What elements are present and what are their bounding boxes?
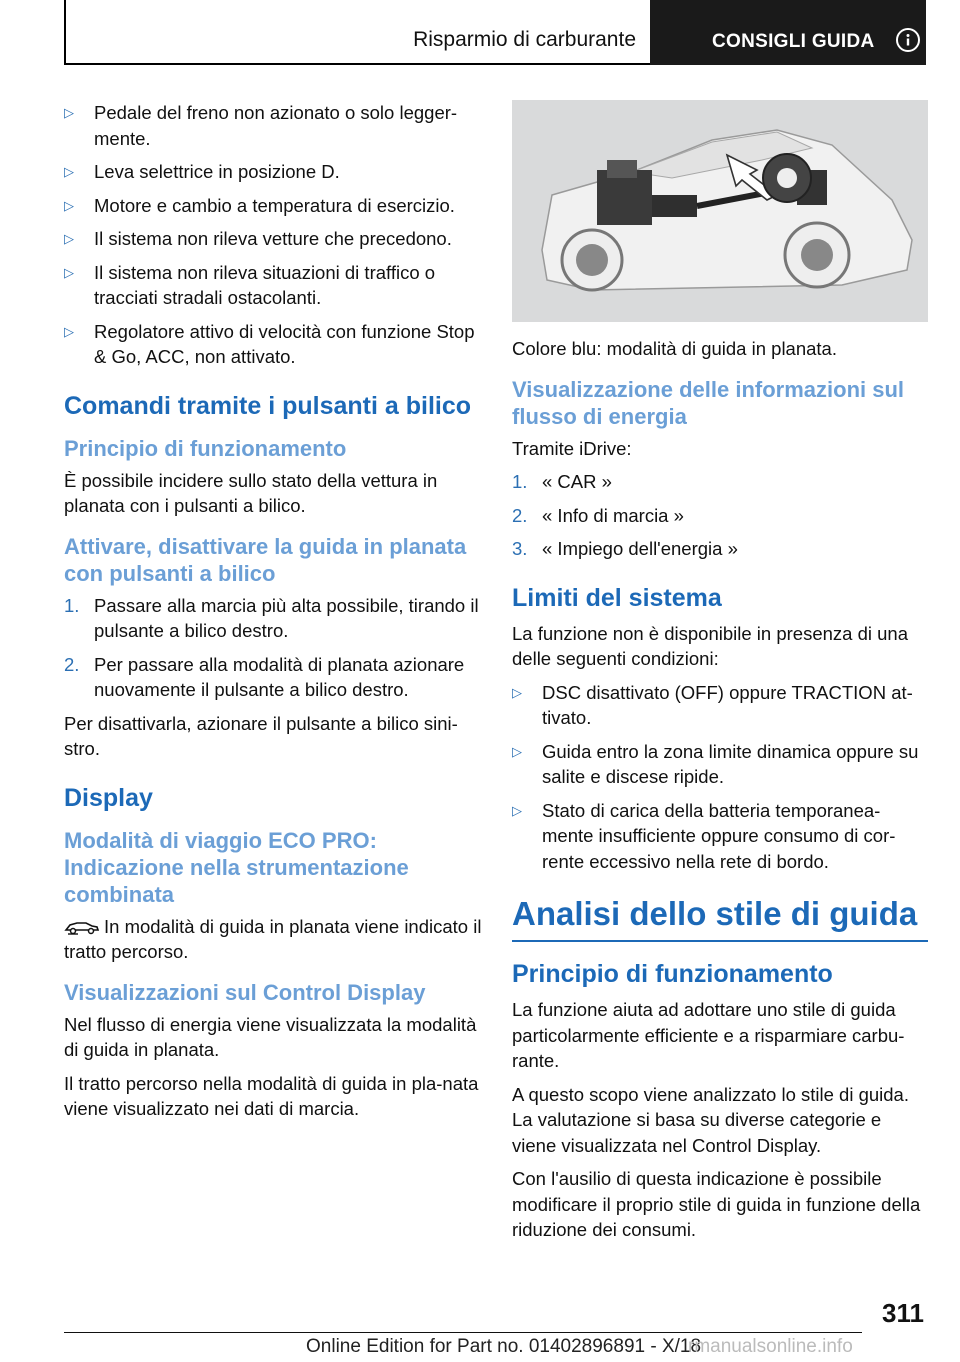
triangle-bullet-icon: ▷ [512,684,522,700]
heading-limiti: Limiti del sistema [512,583,722,612]
idrive-steps-list [512,469,928,562]
figure-caption: Colore blu: modalità di guida in planata. [512,338,837,359]
left-column [64,100,484,1130]
paragraph-analisi-2: A questo scopo viene analizzato lo stile di guida. La valutazione si basa su diverse categorie e viene visualizzata nel Control Display. [512,1083,909,1156]
list-item: ▷ DSC disattivato (OFF) oppure TRACTION at-tivato. [512,681,913,728]
right-column [512,100,928,1251]
paragraph-disattivarla: Per disattivarla, azionare il pulsante a bilico sini-stro. [64,712,458,759]
header-rule-left [64,0,66,65]
heading-principio-2: Principio di funzionamento [512,960,833,988]
paragraph-principio: È possibile incidere sullo stato della vettura in planata con i pulsanti a bilico. [64,469,438,516]
footer-watermark: rmanualsonline.info [688,1336,853,1357]
list-item: ▷ Il sistema non rileva vetture che precedono. [64,226,484,252]
triangle-bullet-icon: ▷ [64,231,74,246]
paragraph-analisi-3: Con l'ausilio di questa indicazione è possibile modificare il proprio stile di guida in funzione della riduzione dei consumi. [512,1168,921,1240]
info-icon [896,28,920,52]
triangle-bullet-icon: ▷ [512,802,522,818]
heading-modalita: Modalità di viaggio ECO PRO: Indicazione nella strumentazione combinata [64,827,409,907]
triangle-bullet-icon: ▷ [64,264,74,280]
paragraph-tramite: Tramite iDrive: [512,437,632,459]
list-item: 1. « CAR » [512,471,612,492]
list-item: 1. Passare alla marcia più alta possibile, tirando il pulsante a bilico destro. [64,594,479,641]
list-item: ▷ Pedale del freno non azionato o solo legger-mente. [64,102,458,149]
list-item: ▷ Guida entro la zona limite dinamica oppure su salite e discese ripide. [512,740,919,787]
paragraph-analisi-1: La funzione aiuta ad adottare uno stile di guida particolarmente efficiente e a risparmiare carbu-rante. [512,999,905,1071]
steps-list [64,593,484,703]
triangle-bullet-icon: ▷ [64,164,74,179]
heading-visualizzazioni: Visualizzazioni sul Control Display [64,979,426,1005]
footer-rule [64,1332,862,1333]
heading-comandi: Comandi tramite i pulsanti a bilico [64,391,472,420]
triangle-bullet-icon: ▷ [64,323,74,339]
heading-display: Display [64,783,153,812]
paragraph-vis2: Il tratto percorso nella modalità di guida in pla-nata viene visualizzato nei dati di marcia. [64,1072,479,1119]
header-rule-bottom [64,63,650,65]
coasting-car-icon [64,916,100,936]
list-item: 3. « Impiego dell'energia » [512,538,738,559]
list-item: ▷ Leva selettrice in posizione D. [64,159,484,185]
limits-list [512,680,928,875]
conditions-list [64,100,484,370]
triangle-bullet-icon: ▷ [64,197,74,213]
list-item: ▷ Motore e cambio a temperatura di esercizio. [64,193,484,219]
heading-principio: Principio di funzionamento [64,435,347,461]
paragraph-vis1: Nel flusso di energia viene visualizzata la modalità di guida in planata. [64,1013,477,1060]
header-chapter-label: CONSIGLI GUIDA [712,31,875,52]
list-item: ▷ Regolatore attivo di velocità con funzione Stop & Go, ACC, non attivato. [64,320,475,367]
paragraph-limiti: La funzione non è disponibile in presenza di una delle seguenti condizioni: [512,622,908,669]
heading-flusso: Visualizzazione delle informazioni sul flusso di energia [512,376,905,429]
paragraph-modalita: In modalità di guida in planata viene indicato il tratto percorso. [64,915,482,962]
heading-analisi: Analisi dello stile di guida [512,894,928,942]
heading-attivare: Attivare, disattivare la guida in planata con pulsanti a bilico [64,533,467,586]
page-number: 311 [882,1298,924,1328]
list-item: 2. « Info di marcia » [512,504,684,526]
list-item: ▷ Stato di carica della batteria temporanea-mente insufficiente oppure consumo di cor-rente eccessivo nella rete di bordo. [512,799,896,872]
list-item: ▷ Il sistema non rileva situazioni di traffico o tracciati stradali ostacolanti. [64,261,436,308]
footer-edition: Online Edition for Part no. 01402896891 - X/18 [306,1336,702,1357]
list-item: 2. Per passare alla modalità di planata azionare nuovamente il pulsante a bilico destro. [64,653,465,700]
header-chapter-tab [650,0,926,65]
triangle-bullet-icon: ▷ [512,743,522,759]
drivetrain-car-illustration [512,100,928,322]
header-section-title: Risparmio di carburante [413,28,636,51]
triangle-bullet-icon: ▷ [64,105,74,120]
